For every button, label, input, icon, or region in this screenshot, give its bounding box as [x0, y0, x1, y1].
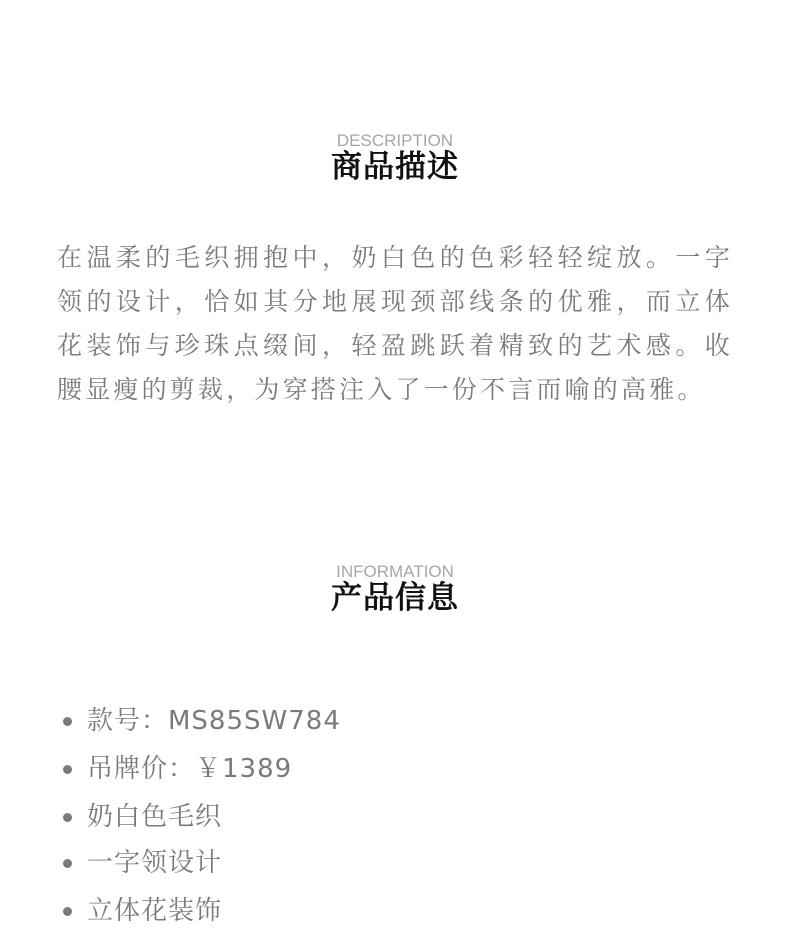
info-item-label: 吊牌价：￥1389: [87, 754, 293, 784]
bullet-icon: [63, 813, 72, 822]
description-title: 商品描述: [331, 149, 459, 185]
information-title: 产品信息: [331, 580, 459, 616]
info-item-label: 一字领设计: [87, 848, 223, 878]
information-eyebrow: INFORMATION: [336, 562, 454, 581]
bullet-icon: [63, 907, 72, 916]
info-item-label: 奶白色毛织: [87, 802, 223, 832]
description-header: [0, 131, 790, 185]
list-item: [57, 887, 341, 935]
info-item-label: 立体花装饰: [87, 896, 223, 926]
information-header: [0, 562, 790, 616]
description-eyebrow: DESCRIPTION: [336, 131, 454, 150]
list-item: [57, 697, 341, 745]
bullet-icon: [63, 717, 72, 726]
list-item: [57, 745, 341, 793]
list-item: [57, 793, 341, 839]
bullet-icon: [63, 765, 72, 774]
description-text: 在温柔的毛织拥抱中，奶白色的色彩轻轻绽放。一字领的设计，恰如其分地展现颈部线条的优雅，而立体花装饰与珍珠点缀间，轻盈跳跃着精致的艺术感。收腰显瘦的剪裁，为穿搭注入了一份不言而喻的高雅。: [57, 243, 733, 404]
info-list: [57, 697, 341, 935]
info-item-label: 款号：MS85SW784: [87, 706, 341, 736]
list-item: [57, 839, 341, 887]
bullet-icon: [63, 859, 72, 868]
